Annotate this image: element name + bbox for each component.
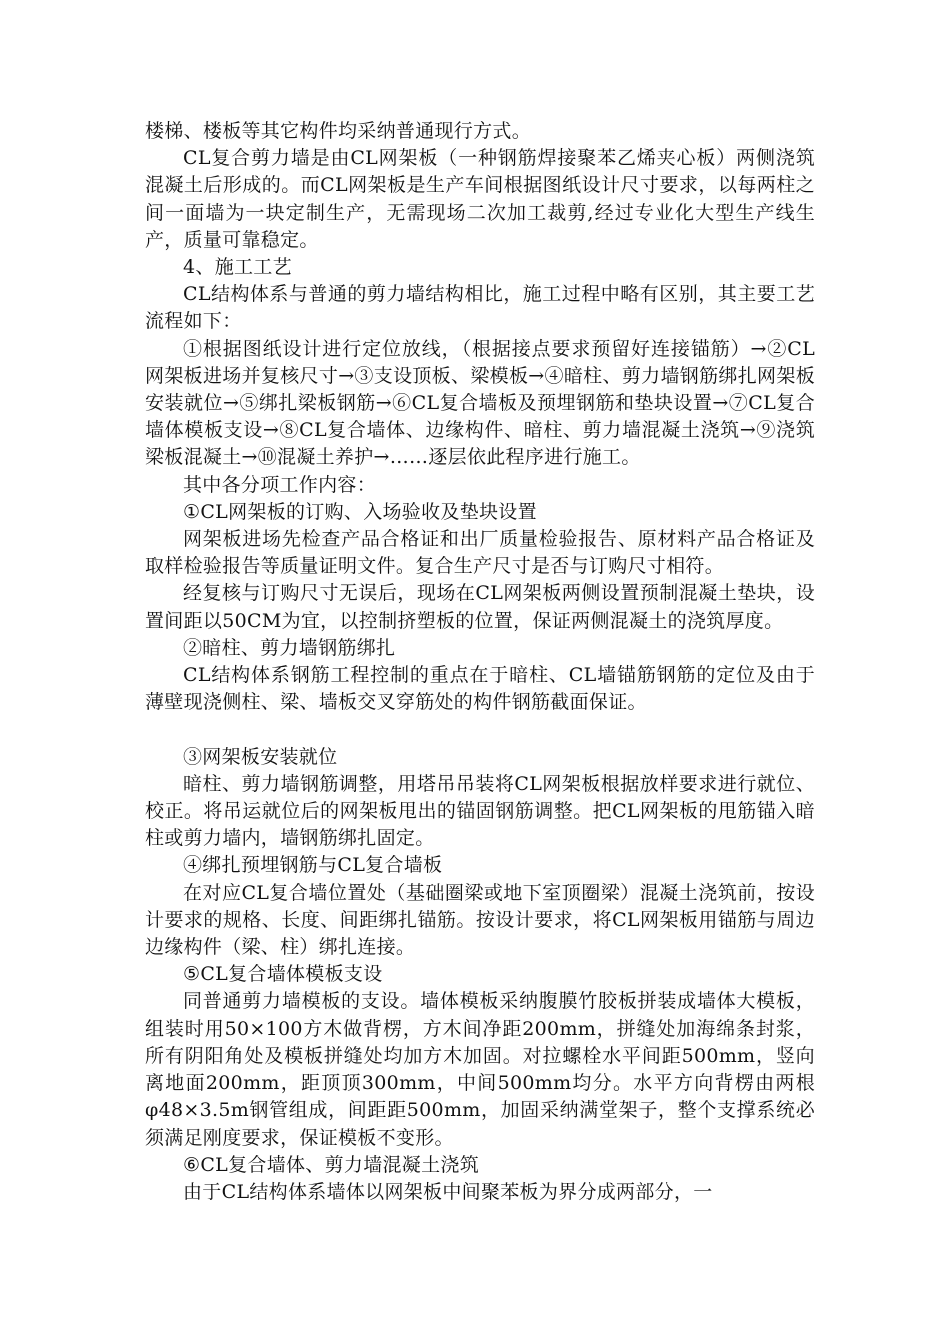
paragraph: CL结构体系与普通的剪力墙结构相比，施工过程中略有区别，其主要工艺流程如下：	[145, 283, 815, 333]
paragraph: 在对应CL复合墙位置处（基础圈梁或地下室顶圈梁）混凝土浇筑前，按设计要求的规格、长度、间距绑扎锚筋。按设计要求，将CL网架板用锚筋与周边边缘构件（梁、柱）绑扎连接。	[145, 881, 815, 959]
paragraph: 4、施工工艺	[183, 256, 292, 279]
document-body	[145, 118, 815, 1206]
blank-line	[145, 716, 815, 743]
paragraph: 经复核与订购尺寸无误后，现场在CL网架板两侧设置预制混凝土垫块，设置间距以50CM为宜，以控制挤塑板的位置，保证两侧混凝土的浇筑厚度。	[145, 582, 815, 632]
paragraph: 暗柱、剪力墙钢筋调整，用塔吊吊装将CL网架板根据放样要求进行就位、校正。将吊运就位后的网架板甩出的锚固钢筋调整。把CL网架板的甩筋锚入暗柱或剪力墙内，墙钢筋绑扎固定。	[145, 772, 815, 850]
paragraph: ④绑扎预埋钢筋与CL复合墙板	[183, 854, 443, 877]
paragraph: ③网架板安装就位	[183, 745, 338, 768]
paragraph: ⑥CL复合墙体、剪力墙混凝土浇筑	[183, 1153, 479, 1176]
paragraph: 由于CL结构体系墙体以网架板中间聚苯板为界分成两部分，一	[183, 1180, 713, 1203]
paragraph: 网架板进场先检查产品合格证和出厂质量检验报告、原材料产品合格证及取样检验报告等质量证明文件。复合生产尺寸是否与订购尺寸相符。	[145, 528, 815, 578]
paragraph: ⑤CL复合墙体模板支设	[183, 963, 383, 986]
paragraph: CL结构体系钢筋工程控制的重点在于暗柱、CL墙锚筋钢筋的定位及由于薄壁现浇侧柱、梁、墙板交叉穿筋处的构件钢筋截面保证。	[145, 664, 815, 714]
paragraph: 楼梯、楼板等其它构件均采纳普通现行方式。	[145, 120, 532, 142]
paragraph: CL复合剪力墙是由CL网架板（一种钢筋焊接聚苯乙烯夹心板）两侧浇筑混凝土后形成的。而CL网架板是生产车间根据图纸设计尺寸要求，以每两柱之间一面墙为一块定制生产，无需现场二次加工裁剪,经过专业化大型生产线生产，质量可靠稳定。	[145, 147, 815, 251]
paragraph: ②暗柱、剪力墙钢筋绑扎	[183, 636, 396, 659]
paragraph: 其中各分项工作内容：	[183, 473, 377, 496]
paragraph: ①CL网架板的订购、入场验收及垫块设置	[183, 500, 537, 523]
paragraph: 同普通剪力墙模板的支设。墙体模板采纳腹膜竹胶板拼装成墙体大模板，组装时用50×100方木做背楞，方木间净距200mm，拼缝处加海绵条封浆，所有阴阳角处及模板拼缝处均加方木加固。对拉螺栓水平间距500mm，竖向离地面200mm，距顶顶300mm，中间500mm均分。水平方向背楞由两根φ48×3.5m钢管组成，间距距500mm，加固采纳满堂架子，整个支撑系统必须满足刚度要求，保证模板不变形。	[145, 990, 815, 1149]
paragraph: ①根据图纸设计进行定位放线，（根据接点要求预留好连接锚筋）→②CL网架板进场并复核尺寸→③支设顶板、梁模板→④暗柱、剪力墙钢筋绑扎网架板安装就位→⑤绑扎梁板钢筋→⑥CL复合墙板及预埋钢筋和垫块设置→⑦CL复合墙体模板支设→⑧CL复合墙体、边缘构件、暗柱、剪力墙混凝土浇筑→⑨浇筑梁板混凝土→⑩混凝土养护→……逐层依此程序进行施工。	[145, 337, 815, 469]
